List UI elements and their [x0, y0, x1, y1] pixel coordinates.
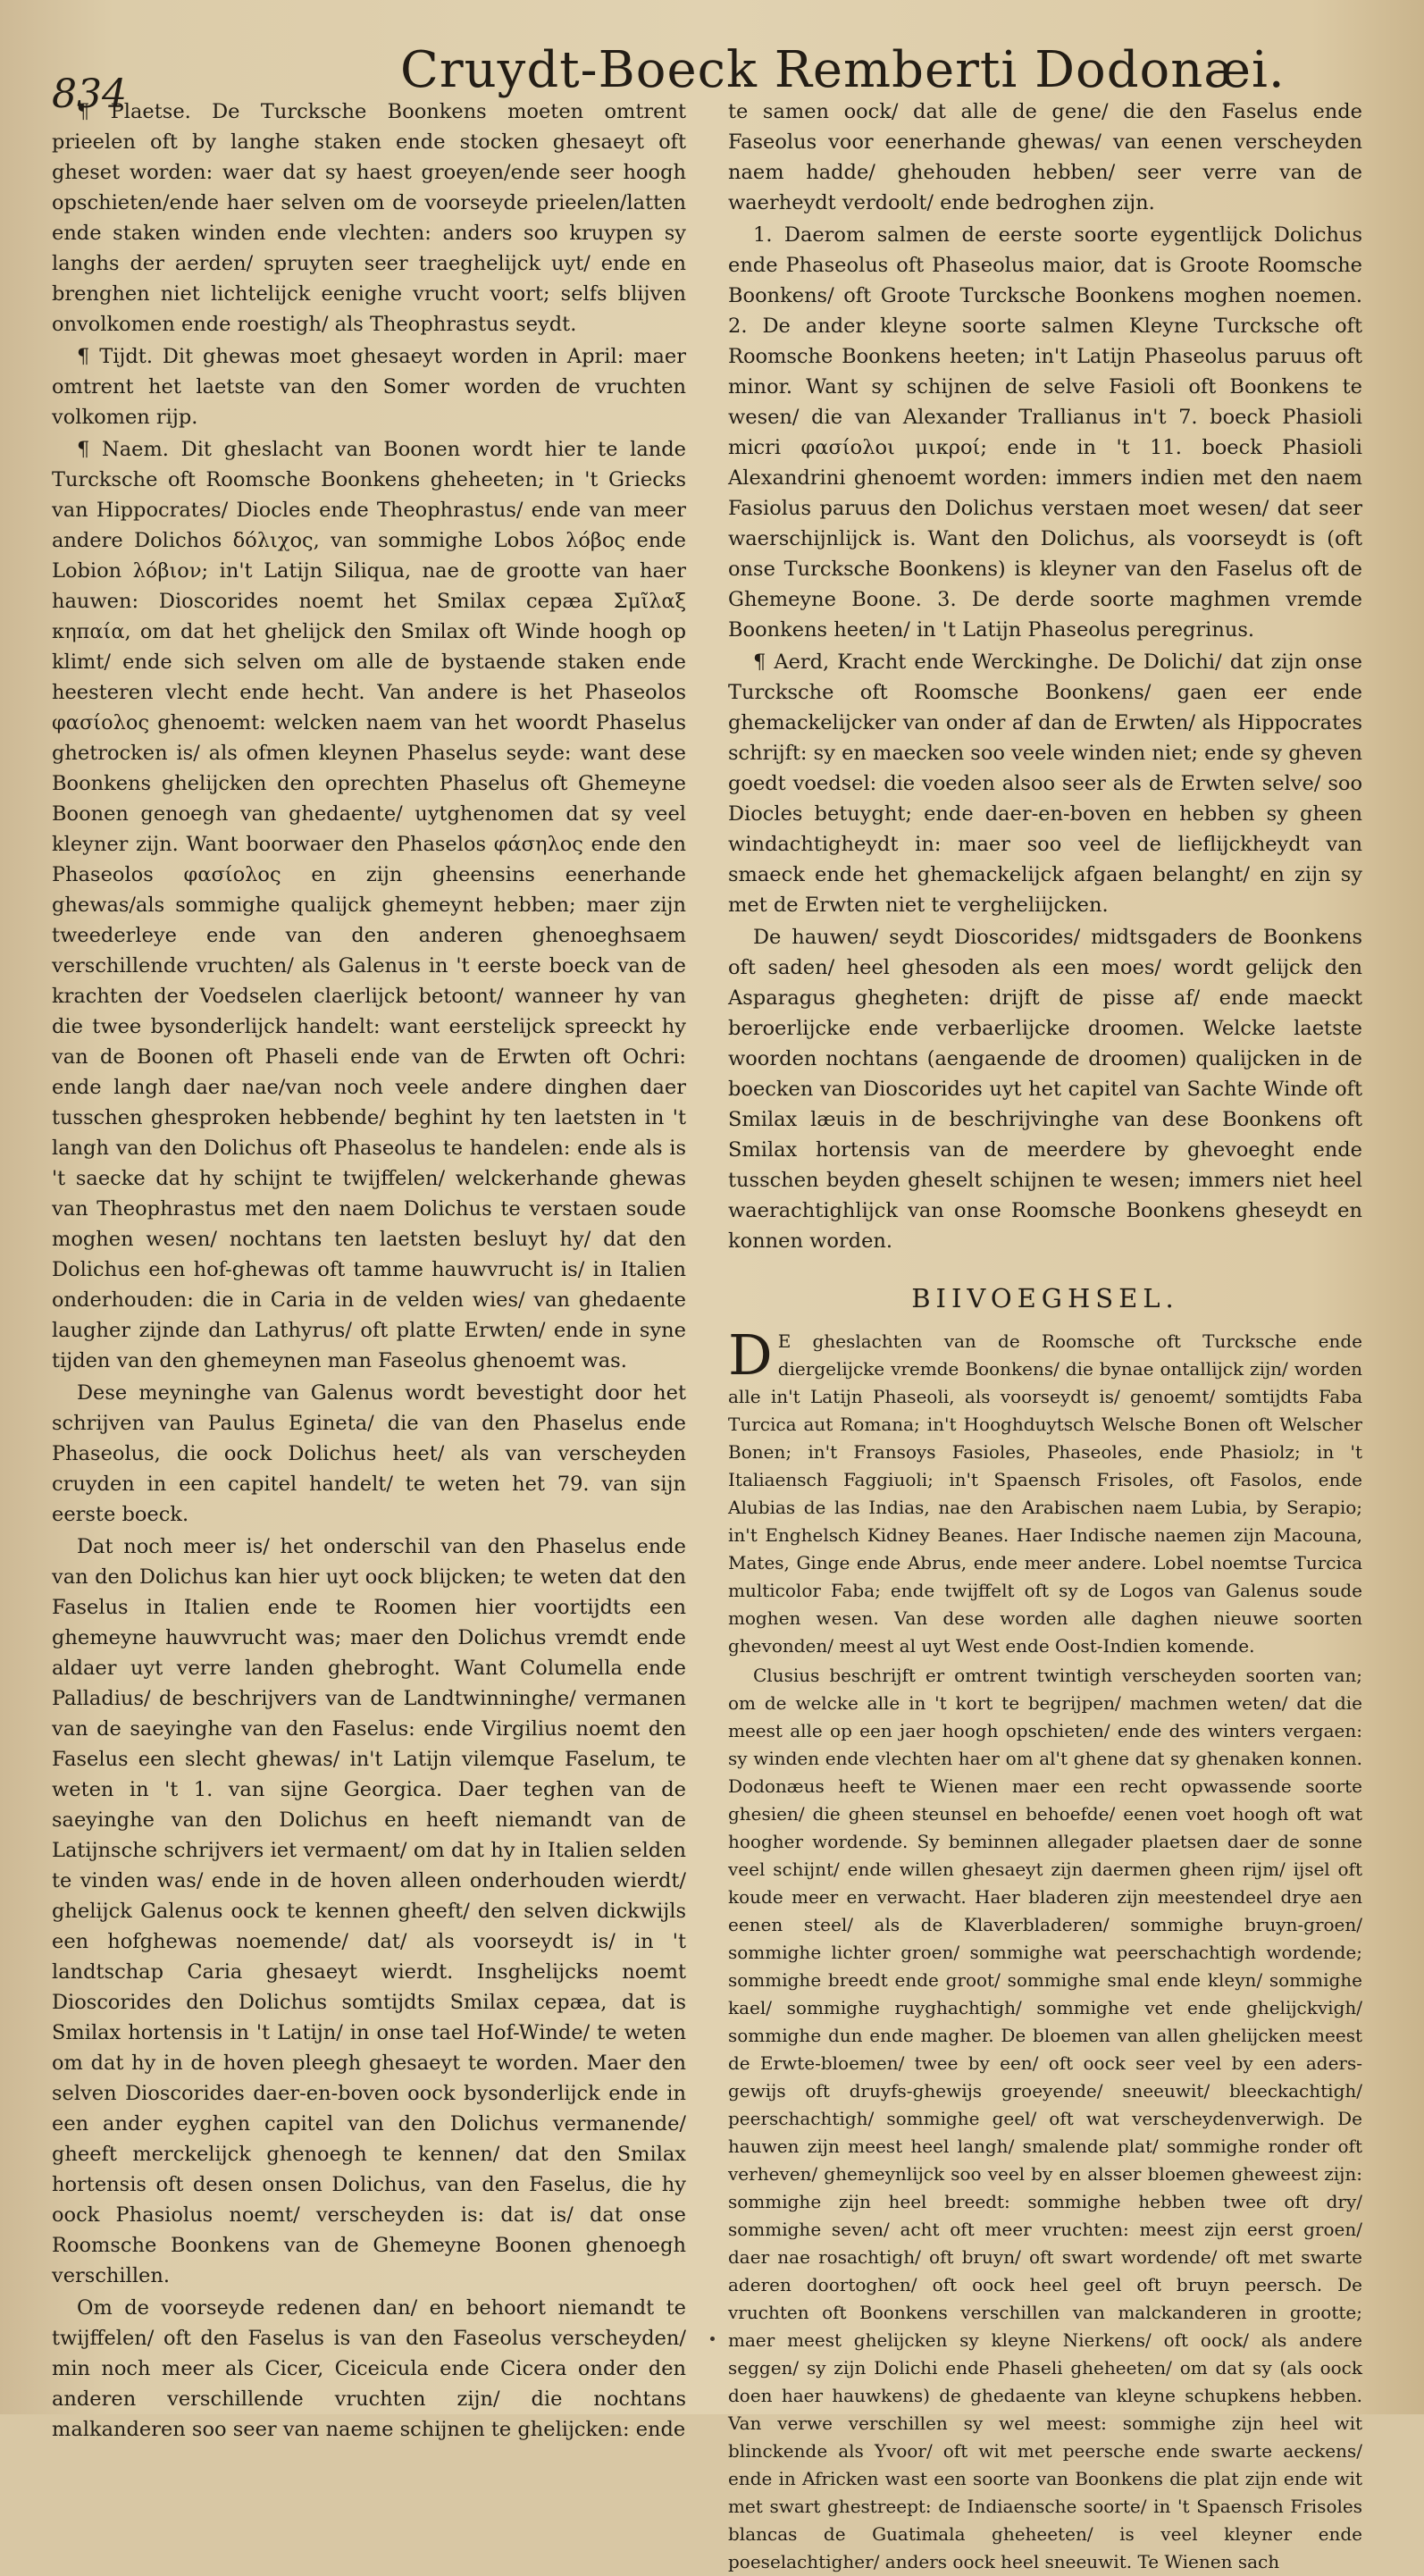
section-heading-bijvoeghsel: BIIVOEGHSEL.: [911, 1283, 1179, 1313]
supplement-paragraph-1: [728, 1322, 1362, 1660]
paragraph-plaetse: ¶ Plaetse. De Turcksche Boonkens moeten omtrent prieelen oft by langhe staken ende stocken ghesaeyt oft gheset worden: waer dat sy haest groeyen/ende seer hoogh opschieten/ende haer selven om de voorseyde prieelen/latten ende staken winden ende vlechten: anders soo kruypen sy langhs der aerden/ spruyten seer traeghelijck uyt/ ende en brenghen niet lichtelijck eenighe vrucht voort; selfs blijven onvolkomen ende roestigh/ als Theophrastus seydt.: [52, 100, 686, 336]
ink-dot-mark: [710, 2337, 715, 2341]
left-column: [52, 96, 686, 2441]
paragraph-aerd-kracht: ¶ Aerd, Kracht ende Werckinghe. De Dolichi/ dat zijn onse Turcksche oft Roomsche Boonkens/ gaen eer ende ghemackelijcker van onder af dan de Erwten/ als Hippocrates schrijft: sy en maecken soo veele winden niet; ende sy gheven goedt voedsel: die voeden alsoo seer als de Erwten selve/ soo Diocles betuyght; ende daer-en-boven en hebben sy gheen windachtigheydt in: maer soo veel de lieflijckheydt van smaeck ende het ghemackelijck afgaen belanght/ en zijn sy met de Erwten niet te vergheliijcken.: [728, 650, 1362, 917]
page-number: 834: [52, 71, 127, 117]
paragraph-galenus: Dese meyninghe van Galenus wordt bevestight door het schrijven van Paulus Egineta/ die van den Phaselus ende Phaseolus, die oock Dolichus heet/ als van verscheyden cruyden in een capitel handelt/ te weten het 79. van sijn eerste boeck.: [52, 1381, 686, 1526]
supplement-paragraph-2: Clusius beschrijft er omtrent twintigh verscheyden soorten van; om de welcke alle in 't kort te begrijpen/ machmen weten/ dat die meest alle op een jaer hoogh opschieten/ ende des winters vergaen: sy winden ende vlechten haer om al't ghene dat sy ghenaken konnen. Dodonæus heeft te Wienen maer een recht opwassende soorte ghesien/ die gheen steunsel en behoefde/ eenen voet hoogh oft wat hoogher wordende. Sy beminnen allegader plaetsen daer de sonne veel schijnt/ ende willen ghesaeyt zijn daermen gheen rijm/ ijsel oft koude meer en verwacht. Haer bladeren zijn meestendeel drye aen eenen steel/ als de Klaverbladeren/ sommighe bruyn-groen/ sommighe lichter groen/ sommighe wat peerschachtigh wordende; sommighe breedt ende groot/ sommighe smal ende kleyn/ sommighe kael/ sommighe ruyghachtigh/ sommighe vet ende ghelijckvigh/ sommighe dun ende magher. De bloemen van allen ghelijcken meest de Erwte-bloemen/ twee by een/ oft oock seer veel by een aders-gewijs oft druyfs-ghewijs groeyende/ sneeuwit/ bleeckachtigh/ peerschachtigh/ sommighe geel/ oft wat verscheydenverwigh. De hauwen zijn meest heel langh/ smalende plat/ sommighe ronder oft verheven/ ghemeynlijck soo veel by en alsser bloemen gheweest zijn: sommighe zijn heel breedt: sommighe hebben twee oft dry/ sommighe seven/ acht oft meer vruchten: meest zijn eerst groen/ daer nae rosachtigh/ oft bruyn/ oft swart wordende/ oft met swarte aderen doortoghen/ oft oock heel geel oft bruyn peersch. De vruchten oft Boonkens verschillen van malckanderen in grootte; maer meest ghelijcken sy kleyne Nierkens/ oft oock/ als andere seggen/ sy zijn Dolichi ende Phaseli gheheeten/ om dat sy (als oock doen haer hauwkens) de ghedaente van kleyne schupkens hebben. Van verwe verschillen sy wel meest: sommighe zijn heel wit blinckende als Yvoor/ oft wit met peersche ende swarte aeckens/ ende in Africken wast een soorte van Boonkens die plat zijn ende wit met swart ghestreept: de Indiaensche soorte/ in 't Spaensch Frisoles blancas de Guatimala gheheeten/ is veel kleyner ende poeselachtigher/ anders oock heel sneeuwit. Te Wienen sach: [728, 1665, 1362, 2572]
paragraph-onderschil: Dat noch meer is/ het onderschil van den Phaselus ende van den Dolichus kan hier uyt oock blijcken; te weten dat den Faselus in Italien ende te Roomen hier voortijdts een ghemeyne hauwvrucht was; maer den Dolichus vremdt ende aldaer uyt verre landen ghebroght. Want Columella ende Palladius/ de beschrijvers van de Landtwinninghe/ vermanen van de saeyinghe van den Faselus: ende Virgilius noemt den Faselus een slecht ghewas/ in't Latijn vilemque Faselum, te weten in 't 1. van sijne Georgica. Daer teghen van de saeyinghe van den Dolichus en heeft niemandt van de Latijnsche schrijvers iet vermaent/ om dat hy in Italien selden te vinden was/ ende in de hoven alleen onderhouden wierdt/ ghelijck Galenus oock te kennen gheeft/ den selven dickwijls een hofghewas noemende/ dat/ als voorseydt is/ in 't landtschap Caria ghesaeyt wierdt. Insghelijcks noemt Dioscorides den Dolichus somtijdts Smilax cepæa, dat is Smilax hortensis in 't Latijn/ in onse tael Hof-Winde/ te weten om dat hy in de hoven pleegh ghesaeyt te worden. Maer den selven Dioscorides daer-en-boven oock bysonderlijck ende in een ander eyghen capitel van den Dolichus vermanende/ gheeft merckelijck ghenoegh te kennen/ dat den Smilax hortensis oft desen onsen Dolichus, van den Faselus, die hy oock Phasiolus noemt/ verscheyden is: dat is/ dat onse Roomsche Boonkens van de Ghemeyne Boonen ghenoegh verschillen.: [52, 1535, 686, 2287]
supplement-section: [728, 1322, 1362, 2576]
right-column: [728, 96, 1362, 2572]
running-title: Cruydt-Boeck Remberti Dodonæi.: [400, 41, 1286, 99]
paragraph-soorten: 1. Daerom salmen de eerste soorte eygentlijck Dolichus ende Phaseolus oft Phaseolus maior, dat is Groote Roomsche Boonkens/ oft Groote Turcksche Boonkens moghen noemen. 2. De ander kleyne soorte salmen Kleyne Turcksche oft Roomsche Boonkens heeten; in't Latijn Phaseolus paruus oft minor. Want sy schijnen de selve Fasioli oft Boonkens te wesen/ die van Alexander Trallianus in't 7. boeck Phasioli micri φασίολοι μικροί; ende in 't 11. boeck Phasioli Alexandrini ghenoemt worden: immers indien met den naem Fasiolus paruus den Dolichus verstaen moet wesen/ dat seer waerschijnlijck is. Want den Dolichus, als voorseydt is (oft onse Turcksche Boonkens) is kleyner van den Faselus oft de Ghemeyne Boone. 3. De derde soorte maghmen vremde Boonkens heeten/ in 't Latijn Phaseolus peregrinus.: [728, 223, 1362, 642]
paragraph-tijdt: ¶ Tijdt. Dit ghewas moet ghesaeyt worden in April: maer omtrent het laetste van den Somer worden de vruchten volkomen rijp.: [52, 345, 686, 429]
supplement-paragraph-1-text: E gheslachten van de Roomsche oft Turcksche ende diergelijcke vremde Boonkens/ die bynae ontallijck zijn/ worden alle in't Latijn Phaseoli, als voorseydt is/ genoemt/ somtijdts Faba Turcica aut Romana; in't Hooghduytsch Welsche Bonen oft Welscher Bonen; in't Fransoys Fasioles, Phaseoles, ende Phasiolz; in 't Italiaensch Faggiuoli; in't Spaensch Frisoles, oft Fasolos, ende Alubias de las Indias, nae den Arabischen naem Lubia, by Serapio; in't Enghelsch Kidney Beanes. Haer Indische naemen zijn Macouna, Mates, Ginge ende Abrus, ende meer andere. Lobel noemtse Turcica multicolor Faba; ende twijffelt oft sy de Logos van Galenus soude moghen wesen. Van dese worden alle daghen nieuwe soorten ghevonden/ meest al uyt West ende Oost-Indien komende.: [728, 1330, 1362, 1657]
paragraph-redenen: Om de voorseyde redenen dan/ en behoort niemandt te twijffelen/ oft den Faselus is van den Faseolus verscheyden/ min noch meer als Cicer, Ciceicula ende Cicera onder den anderen verschillende vruchten zijn/ die nochtans malkanderen soo seer van naeme schijnen te ghelijcken: ende: [52, 2296, 686, 2441]
paragraph-naem: ¶ Naem. Dit gheslacht van Boonen wordt hier te lande Turcksche oft Roomsche Boonkens gheheeten; in 't Griecks van Hippocrates/ Diocles ende Theophrastus/ ende van meer andere Dolichos δόλιχος, van sommighe Lobos λόβος ende Lobion λόβιον; in't Latijn Siliqua, nae de grootte van haer hauwen: Dioscorides noemt het Smilax cepæa Σμῖλαξ κηπαία, om dat het ghelijck den Smilax oft Winde hoogh op klimt/ ende sich selven om alle de bystaende staken ende heesteren vlecht ende hecht. Van andere is het Phaseolos φασίολος ghenoemt: welcken naem van het woordt Phaselus ghetrocken is/ als ofmen kleynen Phaselus seyde: want dese Boonkens ghelijcken den oprechten Phaselus oft Ghemeyne Boonen genoegh van ghedaente/ uytghenomen dat sy veel kleyner zijn. Want boorwaer den Phaselos φάσηλος ende den Phaseolos φασίολος en zijn gheensins eenerhande ghewas/als sommighe qualijck ghemeynt hebben; maer zijn tweederleye ende van den anderen ghenoeghsaem verschillende vruchten/ als Galenus in 't eerste boeck van de krachten der Voedselen claerlijck betoont/ wanneer hy van die twee bysonderlijck handelt: want eerstelijck spreeckt hy van de Boonen oft Phaseli ende van de Erwten oft Ochri: ende langh daer nae/van noch veele andere dinghen daer tusschen ghesproken hebbende/ beghint hy ten laetsten in 't langh van den Dolichus oft Phaseolus te handelen: ende als is 't saecke dat hy schijnt te twijffelen/ welckerhande ghewas van Theophrastus met den naem Dolichus te verstaen soude moghen wesen/ nochtans ten laetsten besluyt hy/ dat den Dolichus een hof-ghewas oft tamme hauwvrucht is/ in Italien onderhouden: die in Caria in de velden wies/ van ghedaente laugher zijnde dan Lathyrus/ oft platte Erwten/ ende in syne tijden van den ghemeynen man Faseolus ghenoemt was.: [52, 438, 686, 1372]
paragraph-hauwen: De hauwen/ seydt Dioscorides/ midtsgaders de Boonkens oft saden/ heel ghesoden als een moes/ wordt gelijck den Asparagus ghegheten: drijft de pisse af/ ende maeckt beroerlijcke ende verbaerlijcke droomen. Welcke laetste woorden nochtans (aengaende de droomen) qualijcken in de boecken van Dioscorides uyt het capitel van Sachte Winde oft Smilax læuis in de beschrijvinghe van dese Boonkens oft Smilax hortensis van de meerdere by ghevoeght ende tusschen beyden gheselt schijnen te wesen; immers niet heel waerachtighlijck van onse Roomsche Boonkens gheseydt en konnen worden.: [728, 926, 1362, 1253]
drop-cap: D: [728, 1322, 773, 1388]
paragraph-continuation: te samen oock/ dat alle de gene/ die den Faselus ende Faseolus voor eenerhande ghewas/ van eenen verscheyden naem hadde/ ghehouden hebben/ seer verre van de waerheydt verdoolt/ ende bedroghen zijn.: [728, 100, 1362, 214]
